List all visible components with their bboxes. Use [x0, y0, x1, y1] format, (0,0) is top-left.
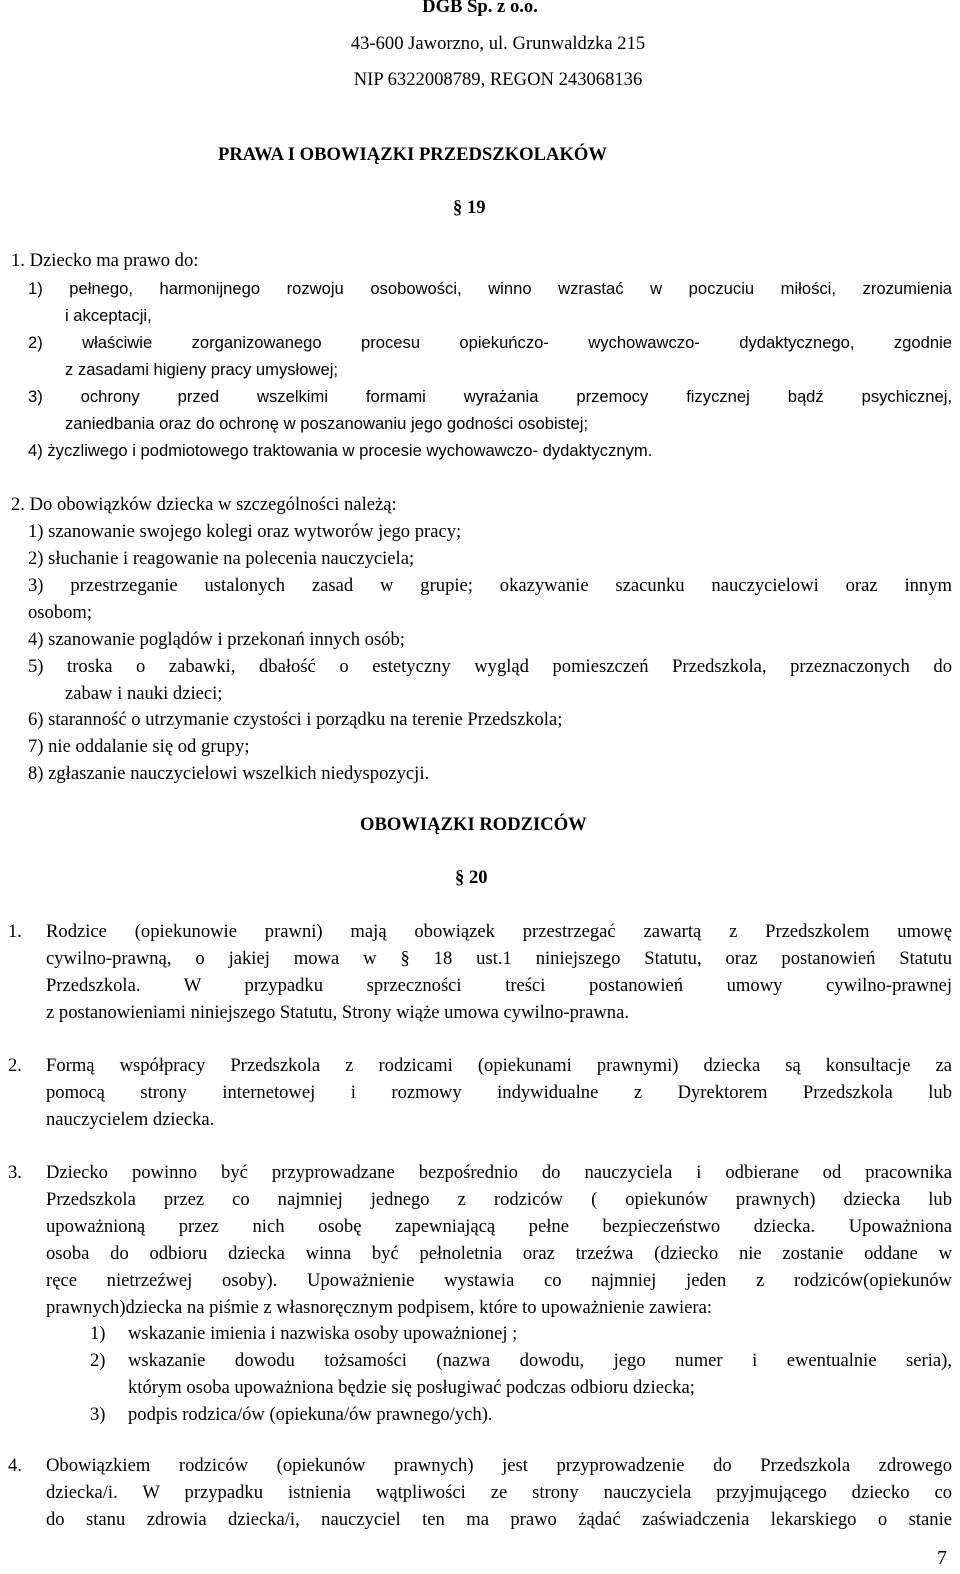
- right-item-3: 3) ochrony przed wszelkimi formami wyrażania przemocy fizycznej bądź psychicznej,: [28, 387, 952, 406]
- authorization-sub-2: wskazanie dowodu tożsamości (nazwa dowodu, jego numer i ewentualnie seria),: [128, 1350, 952, 1371]
- parent-duty-3-line: ręce nietrzeźwej osoby). Upoważnienie wystawia co najmniej jeden z rodziców(opiekunów: [46, 1270, 952, 1291]
- duty-item-8: 8) zgłaszanie nauczycielowi wszelkich niedyspozycji.: [28, 763, 430, 784]
- parent-duty-3-line: osoba do odbioru dziecka winna być pełnoletnia oraz trzeźwa (dziecko nie zostanie oddane w: [46, 1243, 952, 1264]
- duty-item-5: 5) troska o zabawki, dbałość o estetyczny wygląd pomieszczeń Przedszkola, przeznaczonych do: [28, 656, 952, 677]
- parent-duty-2-line: nauczycielem dziecka.: [46, 1109, 215, 1130]
- parent-duty-3-line: Przedszkola przez co najmniej jednego z rodziców ( opiekunów prawnych) dziecka lub: [46, 1189, 952, 1210]
- parent-duty-3-line: Dziecko powinno być przyprowadzane bezpośrednio do nauczyciela i odbierane od pracownika: [46, 1162, 952, 1183]
- page-number: 7: [937, 1547, 947, 1569]
- right-item-1: 1) pełnego, harmonijnego rozwoju osobowości, winno wzrastać w poczuciu miłości, zrozumienia: [28, 279, 952, 298]
- parent-duty-4-line: dziecka/i. W przypadku istnienia wątpliwości ze strony nauczyciela przyjmującego dziecko co: [46, 1482, 952, 1503]
- parent-duty-1-line: z postanowieniami niniejszego Statutu, Strony wiąże umowa cywilno-prawna.: [46, 1002, 629, 1023]
- right-item-3-cont: zaniedbania oraz do ochronę w poszanowaniu jego godności osobistej;: [65, 414, 589, 433]
- duty-item-1: 1) szanowanie swojego kolegi oraz wytworów jego pracy;: [28, 521, 462, 542]
- company-name: DGB Sp. z o.o.: [422, 0, 538, 17]
- duty-item-3: 3) przestrzeganie ustalonych zasad w grupie; okazywanie szacunku nauczycielowi oraz innym: [28, 575, 952, 596]
- parent-duty-4-num: 4.: [8, 1455, 22, 1476]
- duty-item-3-cont: osobom;: [28, 602, 93, 623]
- right-item-2-cont: z zasadami higieny pracy umysłowej;: [65, 360, 338, 379]
- duty-item-5-cont: zabaw i nauki dzieci;: [65, 683, 223, 704]
- company-ids: NIP 6322008789, REGON 243068136: [353, 69, 643, 90]
- authorization-sub-3: podpis rodzica/ów (opiekuna/ów prawnego/ych).: [128, 1404, 493, 1425]
- parent-duty-3-num: 3.: [8, 1162, 22, 1183]
- authorization-sub-1-num: 1): [90, 1323, 106, 1344]
- authorization-sub-3-num: 3): [90, 1404, 106, 1425]
- parent-duty-1-num: 1.: [8, 921, 22, 942]
- parent-duty-4-line: do stanu zdrowia dziecka/i, nauczyciel ten ma prawo żądać zaświadczenia lekarskiego o stanie: [46, 1509, 952, 1530]
- duties-intro: 2. Do obowiązków dziecka w szczególności należą:: [11, 494, 397, 515]
- right-item-1-cont: i akceptacji,: [65, 306, 152, 325]
- duty-item-4: 4) szanowanie poglądów i przekonań innych osób;: [28, 629, 405, 650]
- duty-item-2: 2) słuchanie i reagowanie na polecenia nauczyciela;: [28, 548, 415, 569]
- parent-duty-3-line: upoważnioną przez nich osobę zapewniającą pełne bezpieczeństwo dziecka. Upoważniona: [46, 1216, 952, 1237]
- company-address: 43-600 Jaworzno, ul. Grunwaldzka 215: [350, 33, 646, 54]
- parent-duty-2-line: Formą współpracy Przedszkola z rodzicami (opiekunami prawnymi) dziecka są konsultacje za: [46, 1055, 952, 1076]
- section-title-parents: OBOWIĄZKI RODZICÓW: [360, 814, 587, 835]
- duty-item-6: 6) staranność o utrzymanie czystości i porządku na terenie Przedszkola;: [28, 709, 563, 730]
- paragraph-19: § 19: [453, 197, 486, 218]
- right-item-2: 2) właściwie zorganizowanego procesu opiekuńczo- wychowawczo- dydaktycznego, zgodnie: [28, 333, 952, 352]
- parent-duty-2-num: 2.: [8, 1055, 22, 1076]
- authorization-sub-2-num: 2): [90, 1350, 106, 1371]
- section-title-children: PRAWA I OBOWIĄZKI PRZEDSZKOLAKÓW: [218, 144, 607, 165]
- authorization-sub-1: wskazanie imienia i nazwiska osoby upoważnionej ;: [128, 1323, 518, 1344]
- duty-item-7: 7) nie oddalanie się od grupy;: [28, 736, 250, 757]
- rights-intro: 1. Dziecko ma prawo do:: [11, 250, 199, 271]
- parent-duty-2-line: pomocą strony internetowej i rozmowy indywidualne z Dyrektorem Przedszkola lub: [46, 1082, 952, 1103]
- parent-duty-3-line: prawnych)dziecka na piśmie z własnoręcznym podpisem, które to upoważnienie zawiera:: [46, 1297, 713, 1318]
- parent-duty-1-line: Przedszkola. W przypadku sprzeczności treści postanowień umowy cywilno-prawnej: [46, 975, 952, 996]
- parent-duty-1-line: cywilno-prawną, o jakiej mowa w § 18 ust.1 niniejszego Statutu, oraz postanowień Statutu: [46, 948, 952, 969]
- authorization-sub-2-cont: którym osoba upoważniona będzie się posługiwać podczas odbioru dziecka;: [128, 1377, 695, 1398]
- parent-duty-1-line: Rodzice (opiekunowie prawni) mają obowiązek przestrzegać zawartą z Przedszkolem umowę: [46, 921, 952, 942]
- right-item-4: 4) życzliwego i podmiotowego traktowania w procesie wychowawczo- dydaktycznym.: [28, 441, 653, 460]
- paragraph-20: § 20: [455, 867, 488, 888]
- parent-duty-4-line: Obowiązkiem rodziców (opiekunów prawnych) jest przyprowadzenie do Przedszkola zdrowego: [46, 1455, 952, 1476]
